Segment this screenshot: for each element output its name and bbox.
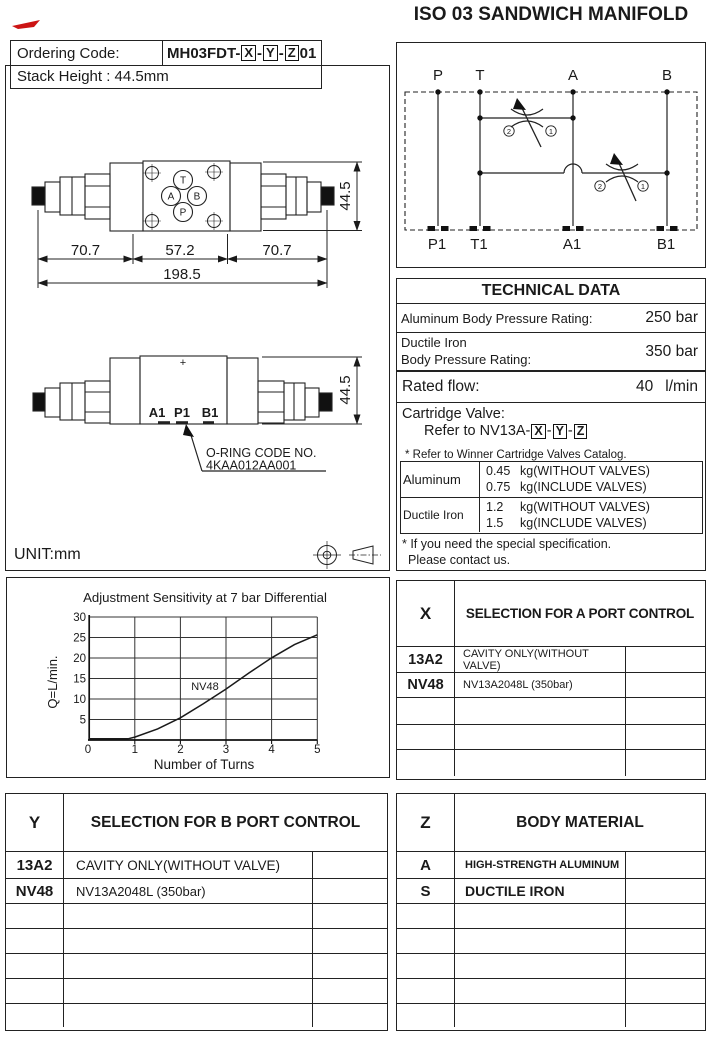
y-tick-10: 10 xyxy=(73,694,86,706)
adjust-arrow-icon xyxy=(513,98,526,110)
port-p1: P1 xyxy=(427,236,447,253)
port-b: B xyxy=(661,67,673,84)
table-row-empty xyxy=(397,904,705,929)
bottom-view-texts xyxy=(149,357,317,473)
throttle-valve-a xyxy=(504,98,556,147)
right-stud xyxy=(321,187,334,205)
ordering-code-label: Ordering Code: xyxy=(11,41,163,65)
cartridge-ref-prefix: Refer to NV13A- xyxy=(424,423,531,439)
series-label-nv48: NV48 xyxy=(191,681,219,693)
weight-row-aluminum xyxy=(401,462,702,498)
x-tick-2: 2 xyxy=(177,744,184,756)
row-code: S xyxy=(397,879,455,903)
cartridge-y-box: Y xyxy=(553,424,567,439)
ordering-code-row xyxy=(10,40,322,66)
valve1-port2-label: 2 xyxy=(506,127,512,136)
valve1-port1-label: 1 xyxy=(548,127,554,136)
table-row xyxy=(6,879,387,904)
chart-x-tick-labels xyxy=(85,744,321,756)
table-row-empty xyxy=(397,725,705,750)
table-row-empty xyxy=(6,904,387,929)
table-row-empty xyxy=(6,1004,387,1027)
z-table-header xyxy=(397,794,705,852)
chart-title: Adjustment Sensitivity at 7 bar Differential xyxy=(83,590,327,605)
technical-data-panel xyxy=(396,278,706,571)
y-selection-table xyxy=(5,793,388,1031)
port-t-label: T xyxy=(179,175,187,187)
ductile-pressure-row xyxy=(397,333,705,372)
adjust-arrow-icon xyxy=(610,153,623,165)
x-table-title: SELECTION FOR A PORT CONTROL xyxy=(465,606,695,621)
oring-leader-arrowhead xyxy=(183,424,194,437)
port-b-label: B xyxy=(193,191,201,203)
row-spare-cell xyxy=(626,879,705,903)
ductile-pressure-value: 350 bar xyxy=(645,342,698,360)
engineering-drawings xyxy=(5,65,390,571)
table-row xyxy=(397,673,705,698)
ordering-code-value: MH03FDT- X - Y - Z 01 xyxy=(167,44,317,62)
dim-44-5-top: 44.5 xyxy=(337,181,354,211)
rated-flow-label: Rated flow: xyxy=(402,378,480,395)
chart-y-tick-labels xyxy=(73,612,86,727)
bolt-holes xyxy=(143,163,223,230)
port-a1: A1 xyxy=(562,236,582,253)
row-code: NV48 xyxy=(397,673,455,697)
x-tick-5: 5 xyxy=(314,744,321,756)
dim-57-2: 57.2 xyxy=(165,242,195,259)
x-selection-table xyxy=(396,580,706,780)
row-desc: NV13A2048L (350bar) xyxy=(455,673,626,697)
table-row-empty xyxy=(397,1004,705,1027)
code-prefix: MH03FDT- xyxy=(167,44,241,62)
row-desc: CAVITY ONLY(WITHOUT VALVE) xyxy=(64,852,313,878)
row-spare-cell xyxy=(626,852,705,878)
schematic-envelope xyxy=(405,92,697,230)
sensitivity-chart xyxy=(6,577,390,778)
weight-desc: kg(WITHOUT VALVES) xyxy=(520,464,650,478)
left-stud xyxy=(32,187,45,205)
table-row-empty xyxy=(397,698,705,725)
y-tick-15: 15 xyxy=(73,673,86,686)
aluminum-pressure-row xyxy=(397,304,705,333)
chart-axes xyxy=(88,615,317,740)
table-row xyxy=(397,647,705,673)
dim-44-5-bottom: 44.5 xyxy=(337,375,354,405)
y-tick-20: 20 xyxy=(73,653,86,665)
rated-flow-value: 40 xyxy=(636,378,654,395)
port-letters xyxy=(168,176,201,219)
table-row-empty xyxy=(397,750,705,776)
table-row xyxy=(397,879,705,904)
port-t: T xyxy=(475,67,485,84)
cartridge-valve-block xyxy=(397,403,705,449)
y-table-header xyxy=(6,794,387,852)
ductile-pressure-label xyxy=(401,335,645,368)
row-code: 13A2 xyxy=(6,852,64,878)
z-table-title: BODY MATERIAL xyxy=(516,813,644,831)
stack-height-row: Stack Height : 44.5mm xyxy=(10,65,322,89)
top-view-dim-texts xyxy=(71,181,354,283)
code-suffix: 01 xyxy=(299,44,317,62)
special-note-line1: * If you need the special specification. xyxy=(402,537,612,551)
row-spare-cell xyxy=(313,852,387,878)
projection-symbols xyxy=(313,541,381,569)
row-code: NV48 xyxy=(6,879,64,903)
y-table-code: Y xyxy=(6,794,64,851)
x-table-code: X xyxy=(397,581,455,646)
plus-mark: + xyxy=(179,357,187,369)
rated-flow-row xyxy=(397,372,705,403)
port-a: A xyxy=(567,67,579,84)
port-p1-label: P1 xyxy=(174,405,190,420)
chart-x-axis-label: Number of Turns xyxy=(153,757,255,772)
z-table-code: Z xyxy=(397,794,455,851)
port-p: P xyxy=(432,67,444,84)
catalog-note: * Refer to Winner Cartridge Valves Catalog. xyxy=(405,449,627,461)
cartridge-valve-line2: Refer to NV13A- X - Y - Z xyxy=(402,423,705,439)
schematic-port-labels xyxy=(428,67,675,253)
weight-material-aluminum: Aluminum xyxy=(401,462,480,497)
port-t1: T1 xyxy=(470,236,488,253)
port-b1: B1 xyxy=(656,236,676,253)
dim-70-7-left: 70.7 xyxy=(70,242,101,259)
aluminum-pressure-value: 250 bar xyxy=(645,309,698,326)
ductile-label-line1: Ductile Iron xyxy=(401,335,467,351)
weight-values-ductile xyxy=(480,498,702,532)
hydraulic-schematic xyxy=(396,42,706,268)
row-desc: CAVITY ONLY(WITHOUT VALVE) xyxy=(455,647,626,672)
dim-70-7-right: 70.7 xyxy=(262,242,292,259)
special-note-line2: Please contact us. xyxy=(408,552,511,567)
table-row-empty xyxy=(6,929,387,954)
table-row-empty xyxy=(6,954,387,979)
port-b1-label: B1 xyxy=(201,405,219,420)
row-desc: HIGH-STRENGTH ALUMINUM xyxy=(455,852,626,878)
third-angle-cone-icon xyxy=(349,546,381,564)
table-row-empty xyxy=(397,929,705,954)
throttle-valve-b xyxy=(595,153,648,201)
cartridge-x-box: X xyxy=(531,424,545,439)
y-tick-25: 25 xyxy=(73,632,86,645)
table-row xyxy=(6,852,387,879)
y-tick-30: 30 xyxy=(73,612,86,624)
technical-data-title: TECHNICAL DATA xyxy=(397,279,705,304)
row-spare-cell xyxy=(313,879,387,903)
chart-grid xyxy=(89,617,317,740)
x-tick-3: 3 xyxy=(222,744,230,756)
port-a1-label: A1 xyxy=(148,405,166,420)
oring-code-line2: 4KAA012AA001 xyxy=(206,458,297,473)
aluminum-pressure-label: Aluminum Body Pressure Rating: xyxy=(401,310,593,326)
special-note xyxy=(402,537,611,568)
y-table-title: SELECTION FOR B PORT CONTROL xyxy=(90,813,361,831)
oring-code-line1: O-RING CODE NO. xyxy=(206,446,317,460)
weight-row-ductile xyxy=(401,498,702,532)
port-pads xyxy=(428,226,678,231)
valve2-port2-label: 2 xyxy=(597,182,603,191)
y-tick-5: 5 xyxy=(79,714,86,727)
code-x-box: X xyxy=(241,45,256,61)
valve2-port1-label: 1 xyxy=(640,182,646,191)
row-code: 13A2 xyxy=(397,647,455,672)
chart-y-axis-label: Q=L/min. xyxy=(45,655,60,709)
table-row-empty xyxy=(397,979,705,1004)
table-row-empty xyxy=(397,954,705,979)
weight-desc: kg(INCLUDE VALVES) xyxy=(520,516,647,531)
weight-val: 1.2 xyxy=(486,500,504,514)
z-material-table xyxy=(396,793,706,1031)
weight-table xyxy=(400,461,703,534)
code-z-box: Z xyxy=(285,45,299,61)
brand-logo-mark xyxy=(10,17,42,33)
weight-material-ductile: Ductile Iron xyxy=(401,498,480,532)
schematic-lines xyxy=(438,92,667,226)
row-spare-cell xyxy=(626,673,705,697)
unit-label: UNIT:mm xyxy=(14,546,81,563)
dim-198-5: 198.5 xyxy=(163,266,201,283)
rated-flow-unit: l/min xyxy=(665,378,698,395)
top-view-drawing xyxy=(32,161,334,231)
weight-val: 0.45 xyxy=(486,464,511,478)
x-table-header xyxy=(397,581,705,647)
row-desc: NV13A2048L (350bar) xyxy=(64,879,313,903)
x-tick-1: 1 xyxy=(131,744,139,756)
weight-desc: kg(WITHOUT VALVES) xyxy=(520,500,650,514)
table-row xyxy=(397,852,705,879)
port-p-label: P xyxy=(179,207,187,219)
weight-values-aluminum xyxy=(480,462,702,497)
ductile-label-line2: Body Pressure Rating: xyxy=(401,351,532,367)
weight-val: 1.5 xyxy=(486,516,504,531)
row-code: A xyxy=(397,852,455,878)
logo-swoosh-shape xyxy=(12,20,40,29)
page-title: ISO 03 SANDWICH MANIFOLD xyxy=(413,4,689,25)
table-row-empty xyxy=(6,979,387,1004)
code-y-box: Y xyxy=(263,45,278,61)
cartridge-valve-line1: Cartridge Valve: xyxy=(402,406,505,422)
target-symbol-icon xyxy=(313,541,341,569)
x-tick-4: 4 xyxy=(268,744,275,756)
weight-desc: kg(INCLUDE VALVES) xyxy=(520,480,647,495)
row-desc: DUCTILE IRON xyxy=(455,879,626,903)
weight-val: 0.75 xyxy=(486,480,511,495)
port-a-label: A xyxy=(167,191,175,203)
x-tick-0: 0 xyxy=(84,744,92,756)
row-spare-cell xyxy=(626,647,705,672)
cartridge-z-box: Z xyxy=(574,424,588,439)
